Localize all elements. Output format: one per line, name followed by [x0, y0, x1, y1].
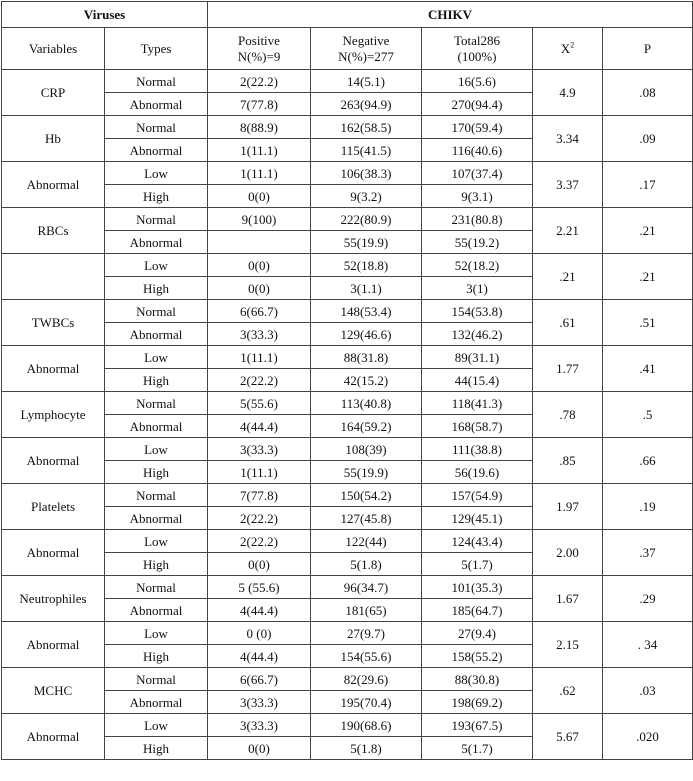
- chikv-results-table: [1, 1, 693, 760]
- positive-cell: 7(77.8): [208, 484, 311, 507]
- positive-cell: 6(66.7): [208, 668, 311, 691]
- total-header: [422, 28, 533, 70]
- positive-header: [208, 28, 311, 70]
- table-row: [2, 70, 693, 93]
- type-cell: Abnormal: [105, 323, 208, 346]
- chi-square-cell: .61: [533, 300, 603, 346]
- type-cell: High: [105, 553, 208, 576]
- chi-square-cell: 1.97: [533, 484, 603, 530]
- negative-cell: 55(19.9): [311, 231, 422, 254]
- total-cell: 231(80.8): [422, 208, 533, 231]
- positive-cell: 2(22.2): [208, 507, 311, 530]
- negative-cell: 42(15.2): [311, 369, 422, 392]
- variable-cell: RBCs: [2, 208, 105, 254]
- table-row: [2, 392, 693, 415]
- chi-square-cell: 1.67: [533, 576, 603, 622]
- negative-cell: 148(53.4): [311, 300, 422, 323]
- positive-cell: 3(33.3): [208, 691, 311, 714]
- p-value-cell: .51: [603, 300, 693, 346]
- chikv-header: CHIKV: [208, 2, 693, 28]
- type-cell: Normal: [105, 392, 208, 415]
- variables-header: Variables: [2, 28, 105, 70]
- total-cell: 193(67.5): [422, 714, 533, 737]
- total-cell: 132(46.2): [422, 323, 533, 346]
- positive-cell: 8(88.9): [208, 116, 311, 139]
- total-cell: 89(31.1): [422, 346, 533, 369]
- chi-square-cell: 1.77: [533, 346, 603, 392]
- total-cell: 5(1.7): [422, 553, 533, 576]
- p-value-cell: .09: [603, 116, 693, 162]
- positive-cell: 5 (55.6): [208, 576, 311, 599]
- p-value-cell: .17: [603, 162, 693, 208]
- type-cell: High: [105, 737, 208, 760]
- type-cell: Abnormal: [105, 691, 208, 714]
- type-cell: Normal: [105, 300, 208, 323]
- type-cell: Abnormal: [105, 231, 208, 254]
- positive-cell: [208, 231, 311, 254]
- positive-cell: 2(22.2): [208, 369, 311, 392]
- type-cell: Normal: [105, 668, 208, 691]
- total-cell: 16(5.6): [422, 70, 533, 93]
- positive-cell: 4(44.4): [208, 415, 311, 438]
- type-cell: High: [105, 461, 208, 484]
- type-cell: Abnormal: [105, 93, 208, 116]
- total-cell: 198(69.2): [422, 691, 533, 714]
- total-cell: 116(40.6): [422, 139, 533, 162]
- type-cell: Normal: [105, 484, 208, 507]
- type-cell: High: [105, 277, 208, 300]
- type-cell: High: [105, 185, 208, 208]
- chi-square-cell: 4.9: [533, 70, 603, 116]
- total-cell: 56(19.6): [422, 461, 533, 484]
- table-row: [2, 300, 693, 323]
- positive-cell: 3(33.3): [208, 438, 311, 461]
- total-cell: 88(30.8): [422, 668, 533, 691]
- type-cell: High: [105, 645, 208, 668]
- chi-square-cell: 3.34: [533, 116, 603, 162]
- negative-cell: 3(1.1): [311, 277, 422, 300]
- type-cell: Low: [105, 346, 208, 369]
- type-cell: Low: [105, 714, 208, 737]
- chi-square-cell: 5.67: [533, 714, 603, 760]
- chi-square-cell: 2.21: [533, 208, 603, 254]
- total-cell: 129(45.1): [422, 507, 533, 530]
- positive-cell: 1(11.1): [208, 346, 311, 369]
- total-cell: 270(94.4): [422, 93, 533, 116]
- positive-header-label: Positive: [238, 32, 280, 48]
- total-cell: 27(9.4): [422, 622, 533, 645]
- positive-cell: 0(0): [208, 277, 311, 300]
- positive-cell: 4(44.4): [208, 645, 311, 668]
- variable-cell: Abnormal: [2, 530, 105, 576]
- negative-cell: 88(31.8): [311, 346, 422, 369]
- negative-cell: 181(65): [311, 599, 422, 622]
- table-row: [2, 622, 693, 645]
- p-value-cell: .03: [603, 668, 693, 714]
- negative-cell: 106(38.3): [311, 162, 422, 185]
- type-cell: Abnormal: [105, 139, 208, 162]
- p-value-cell: .08: [603, 70, 693, 116]
- p-value-cell: .020: [603, 714, 693, 760]
- total-header-label: Total286: [453, 32, 501, 48]
- negative-cell: 113(40.8): [311, 392, 422, 415]
- positive-cell: 1(11.1): [208, 461, 311, 484]
- table-row: [2, 714, 693, 737]
- table-row: [2, 438, 693, 461]
- variable-cell: Neutrophiles: [2, 576, 105, 622]
- type-cell: Abnormal: [105, 507, 208, 530]
- total-cell: 9(3.1): [422, 185, 533, 208]
- total-cell: 158(55.2): [422, 645, 533, 668]
- p-value-cell: .41: [603, 346, 693, 392]
- chi-square-cell: 3.37: [533, 162, 603, 208]
- type-cell: Normal: [105, 70, 208, 93]
- negative-cell: 129(46.6): [311, 323, 422, 346]
- negative-cell: 5(1.8): [311, 553, 422, 576]
- variable-cell: CRP: [2, 70, 105, 116]
- positive-cell: 3(33.3): [208, 323, 311, 346]
- type-cell: Low: [105, 438, 208, 461]
- total-cell: 157(54.9): [422, 484, 533, 507]
- negative-cell: 164(59.2): [311, 415, 422, 438]
- positive-cell: 0(0): [208, 553, 311, 576]
- total-cell: 5(1.7): [422, 737, 533, 760]
- types-header: Types: [105, 28, 208, 70]
- table-row: [2, 254, 693, 277]
- variable-cell: Abnormal: [2, 438, 105, 484]
- total-cell: 55(19.2): [422, 231, 533, 254]
- chi-square-cell: .78: [533, 392, 603, 438]
- variable-cell: Abnormal: [2, 714, 105, 760]
- positive-cell: 4(44.4): [208, 599, 311, 622]
- type-cell: High: [105, 369, 208, 392]
- p-value-cell: .5: [603, 392, 693, 438]
- variable-cell: Abnormal: [2, 162, 105, 208]
- p-value-cell: .29: [603, 576, 693, 622]
- variable-cell: Hb: [2, 116, 105, 162]
- negative-cell: 27(9.7): [311, 622, 422, 645]
- variable-cell: [2, 254, 105, 300]
- table-row: [2, 116, 693, 139]
- type-cell: Low: [105, 622, 208, 645]
- total-cell: 52(18.2): [422, 254, 533, 277]
- chi-square-cell: 2.00: [533, 530, 603, 576]
- type-cell: Normal: [105, 116, 208, 139]
- negative-cell: 150(54.2): [311, 484, 422, 507]
- variable-cell: TWBCs: [2, 300, 105, 346]
- chi-square-header: [533, 28, 603, 70]
- negative-cell: 14(5.1): [311, 70, 422, 93]
- p-value-cell: . 34: [603, 622, 693, 668]
- negative-cell: 263(94.9): [311, 93, 422, 116]
- negative-header: [311, 28, 422, 70]
- total-cell: 170(59.4): [422, 116, 533, 139]
- positive-cell: 2(22.2): [208, 530, 311, 553]
- chi-square-cell: .21: [533, 254, 603, 300]
- total-cell: 118(41.3): [422, 392, 533, 415]
- negative-cell: 115(41.5): [311, 139, 422, 162]
- table-row: [2, 162, 693, 185]
- negative-cell: 154(55.6): [311, 645, 422, 668]
- table-row: [2, 530, 693, 553]
- negative-header-label: Negative: [342, 32, 390, 48]
- type-cell: Abnormal: [105, 415, 208, 438]
- variable-cell: MCHC: [2, 668, 105, 714]
- negative-cell: 55(19.9): [311, 461, 422, 484]
- p-value-header: P: [603, 28, 693, 70]
- total-cell: 154(53.8): [422, 300, 533, 323]
- negative-cell: 108(39): [311, 438, 422, 461]
- variable-cell: Abnormal: [2, 622, 105, 668]
- positive-cell: 6(66.7): [208, 300, 311, 323]
- negative-cell: 222(80.9): [311, 208, 422, 231]
- table-row: [2, 668, 693, 691]
- negative-cell: 195(70.4): [311, 691, 422, 714]
- negative-cell: 9(3.2): [311, 185, 422, 208]
- p-value-cell: .37: [603, 530, 693, 576]
- p-value-cell: .66: [603, 438, 693, 484]
- negative-cell: 5(1.8): [311, 737, 422, 760]
- chi-square-cell: .85: [533, 438, 603, 484]
- total-cell: 111(38.8): [422, 438, 533, 461]
- variable-cell: Platelets: [2, 484, 105, 530]
- total-cell: 44(15.4): [422, 369, 533, 392]
- negative-cell: 96(34.7): [311, 576, 422, 599]
- type-cell: Normal: [105, 208, 208, 231]
- positive-header-count: N(%)=9: [237, 48, 281, 64]
- chi-square-superscript: 2: [570, 40, 575, 50]
- negative-cell: 190(68.6): [311, 714, 422, 737]
- positive-cell: 1(11.1): [208, 162, 311, 185]
- positive-cell: 2(22.2): [208, 70, 311, 93]
- positive-cell: 0(0): [208, 185, 311, 208]
- table-row: [2, 208, 693, 231]
- viruses-header: Viruses: [2, 2, 208, 28]
- positive-cell: 0 (0): [208, 622, 311, 645]
- positive-cell: 9(100): [208, 208, 311, 231]
- variable-cell: Lymphocyte: [2, 392, 105, 438]
- total-cell: 185(64.7): [422, 599, 533, 622]
- positive-cell: 1(11.1): [208, 139, 311, 162]
- variable-cell: Abnormal: [2, 346, 105, 392]
- negative-cell: 127(45.8): [311, 507, 422, 530]
- chi-square-symbol: X: [560, 41, 571, 56]
- total-header-percent: (100%): [457, 48, 497, 64]
- type-cell: Low: [105, 530, 208, 553]
- positive-cell: 7(77.8): [208, 93, 311, 116]
- table-body: [2, 70, 693, 760]
- total-cell: 168(58.7): [422, 415, 533, 438]
- type-cell: Low: [105, 162, 208, 185]
- total-cell: 124(43.4): [422, 530, 533, 553]
- chi-square-cell: 2.15: [533, 622, 603, 668]
- positive-cell: 0(0): [208, 254, 311, 277]
- positive-cell: 0(0): [208, 737, 311, 760]
- chi-square-cell: .62: [533, 668, 603, 714]
- positive-cell: 3(33.3): [208, 714, 311, 737]
- negative-cell: 82(29.6): [311, 668, 422, 691]
- table-row: [2, 576, 693, 599]
- p-value-cell: .19: [603, 484, 693, 530]
- type-cell: Low: [105, 254, 208, 277]
- total-cell: 101(35.3): [422, 576, 533, 599]
- type-cell: Normal: [105, 576, 208, 599]
- negative-header-count: N(%)=277: [338, 48, 394, 64]
- p-value-cell: .21: [603, 254, 693, 300]
- positive-cell: 5(55.6): [208, 392, 311, 415]
- total-cell: 107(37.4): [422, 162, 533, 185]
- table-row: [2, 346, 693, 369]
- negative-cell: 122(44): [311, 530, 422, 553]
- total-cell: 3(1): [422, 277, 533, 300]
- negative-cell: 52(18.8): [311, 254, 422, 277]
- p-value-cell: .21: [603, 208, 693, 254]
- table-row: [2, 484, 693, 507]
- type-cell: Abnormal: [105, 599, 208, 622]
- negative-cell: 162(58.5): [311, 116, 422, 139]
